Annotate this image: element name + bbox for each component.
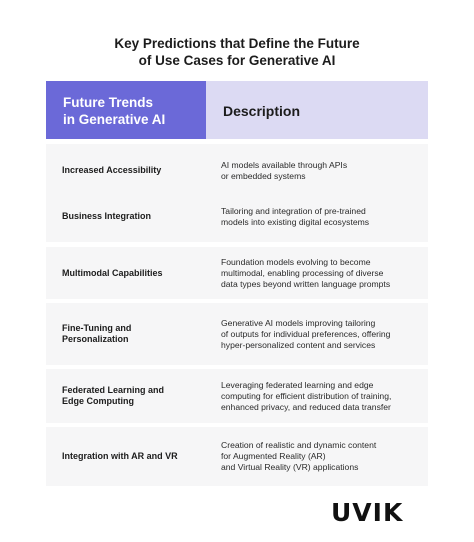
description-line: AI models available through APIs (221, 159, 348, 170)
header-trends-line-2: in Generative AI (63, 112, 166, 127)
description-line: Creation of realistic and dynamic content (221, 440, 377, 450)
description-cell (206, 160, 428, 182)
description-line: models into existing digital ecosystems (221, 216, 370, 227)
trend-text: Business Integration (62, 211, 152, 221)
description-line: for Augmented Reality (AR) (221, 451, 326, 461)
description-line: data types beyond written language prompts (221, 278, 391, 289)
table-row (46, 427, 428, 486)
page-title (0, 35, 474, 69)
table-row (46, 303, 428, 365)
description-line: of outputs for individual preferences, offering (221, 328, 391, 339)
description-cell (206, 440, 428, 473)
description-line: multimodal, enabling processing of diverse (221, 267, 384, 278)
trend-cell (46, 211, 206, 222)
description-cell (206, 257, 428, 290)
header-trends-line-1: Future Trends (63, 95, 154, 110)
trend-cell (46, 165, 206, 176)
description-line: enhanced privacy, and reduced data transfer (221, 401, 391, 412)
trend-text: Federated Learning and (62, 385, 165, 395)
uvik-logo: UVIK (331, 498, 404, 527)
trend-text: Integration with AR and VR (62, 451, 178, 461)
header-trends-cell (46, 81, 206, 139)
trend-cell (46, 385, 206, 407)
description-cell (206, 318, 428, 351)
table-row (46, 247, 428, 299)
description-line: and Virtual Reality (VR) applications (221, 462, 359, 472)
trend-cell (46, 268, 206, 279)
trend-text: Increased Accessibility (62, 165, 162, 175)
predictions-table (46, 81, 428, 472)
trend-text: Personalization (62, 334, 129, 344)
header-description-cell: Description (206, 81, 428, 139)
trend-cell (46, 323, 206, 345)
description-line: hyper-personalized content and services (221, 339, 376, 350)
description-line: Foundation models evolving to become (221, 256, 371, 267)
trend-text: Multimodal Capabilities (62, 267, 163, 278)
description-line: Leveraging federated learning and edge (221, 379, 374, 390)
table-row (46, 144, 428, 197)
page-title-line-2: of Use Cases for Generative AI (138, 53, 336, 68)
trend-text: Fine-Tuning and (62, 323, 132, 333)
description-cell (206, 206, 428, 228)
trend-text: Edge Computing (62, 396, 134, 406)
description-line: Generative AI models improving tailoring (221, 317, 376, 328)
page-title-line-1: Key Predictions that Define the Future (114, 36, 360, 51)
table-header (46, 81, 428, 139)
description-line: computing for efficient distribution of training, (221, 390, 392, 401)
description-line: or embedded systems (221, 170, 306, 181)
description-line: Tailoring and integration of pre-trained (221, 205, 366, 216)
table-row (46, 191, 428, 242)
description-cell (206, 380, 428, 413)
trend-cell (46, 451, 206, 462)
table-row (46, 369, 428, 423)
